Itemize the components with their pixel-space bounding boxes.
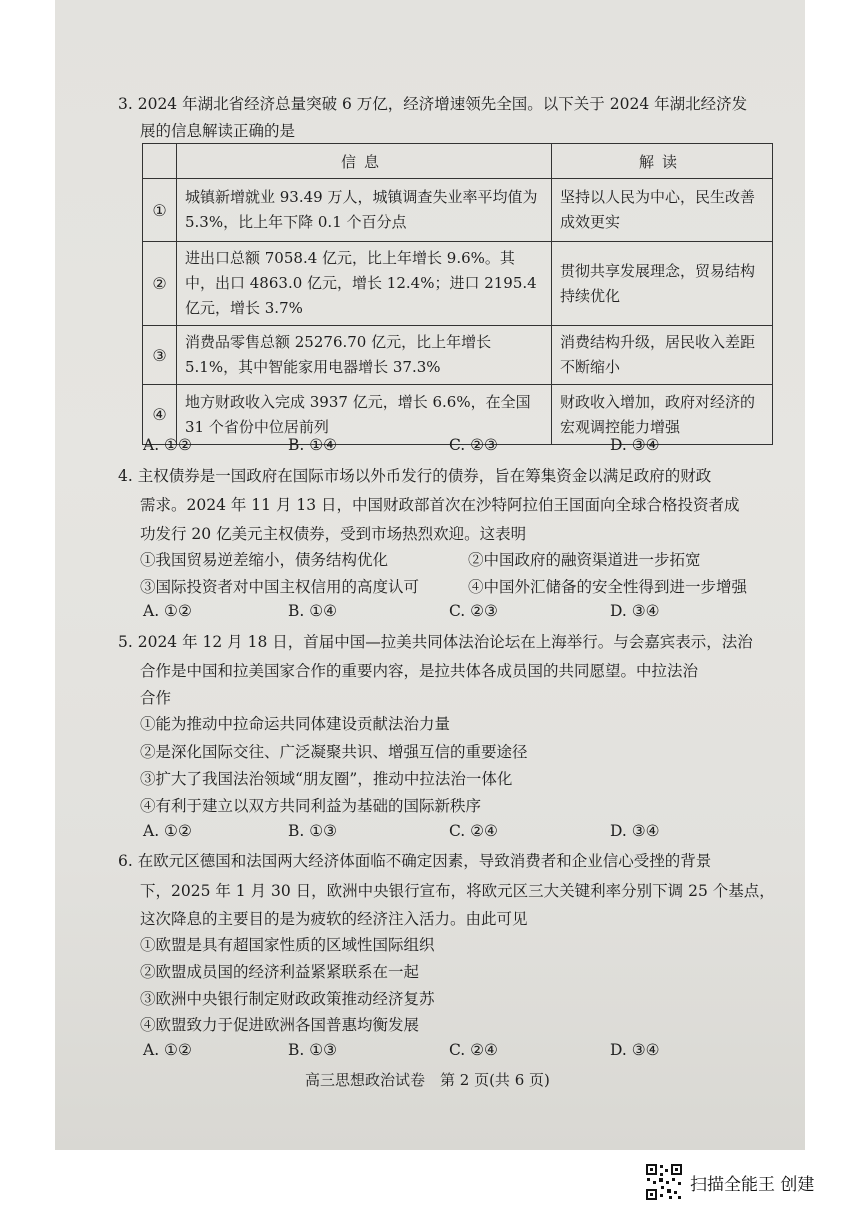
row-info: 地方财政收入完成 3937 亿元，增长 6.6%，在全国 31 个省份中位居前列 — [177, 385, 552, 445]
row-interpretation: 贯彻共享发展理念，贸易结构持续优化 — [552, 242, 773, 326]
row-interpretation: 坚持以人民为中心，民生改善成效更实 — [552, 179, 773, 242]
page-footer: 高三思想政治试卷 第 2 页(共 6 页) — [305, 1071, 550, 1089]
q4-option-b[interactable]: B. ①④ — [288, 602, 338, 620]
header-info: 信息 — [177, 144, 552, 179]
q4-stem-line1: 4. 主权债券是一国政府在国际市场以外币发行的债券，旨在筹集资金以满足政府的财政 — [118, 467, 712, 485]
q5-option-a[interactable]: A. ①② — [143, 822, 192, 840]
scanner-brand-label: 扫描全能王 创建 — [690, 1175, 815, 1195]
q3-option-c[interactable]: C. ②③ — [449, 436, 498, 454]
q6-stem-line1: 6. 在欧元区德国和法国两大经济体面临不确定因素，导致消费者和企业信心受挫的背景 — [118, 852, 712, 870]
header-interpretation: 解读 — [552, 144, 773, 179]
q6-choice-4: ④欧盟致力于促进欧洲各国普惠均衡发展 — [140, 1016, 420, 1034]
q5-stem-line1: 5. 2024 年 12 月 18 日，首届中国—拉美共同体法治论坛在上海举行。与会嘉宾表示，法治 — [118, 633, 753, 651]
q6-option-d[interactable]: D. ③④ — [610, 1041, 660, 1059]
q6-choice-3: ③欧洲中央银行制定财政政策推动经济复苏 — [140, 990, 435, 1008]
row-interpretation: 财政收入增加，政府对经济的宏观调控能力增强 — [552, 385, 773, 445]
q3-stem-line2: 展的信息解读正确的是 — [140, 122, 296, 140]
q5-stem-line3: 合作 — [140, 689, 172, 707]
qr-code-icon — [645, 1163, 683, 1201]
q3-stem-line1: 3. 2024 年湖北省经济总量突破 6 万亿，经济增速领先全国。以下关于 2024 年湖北经济发 — [118, 95, 748, 113]
q4-stem-line3: 功发行 20 亿美元主权债券，受到市场热烈欢迎。这表明 — [140, 525, 527, 543]
q4-stem-line2: 需求。2024 年 11 月 13 日，中国财政部首次在沙特阿拉伯王国面向全球合格投资者成 — [140, 496, 740, 514]
q5-option-d[interactable]: D. ③④ — [610, 822, 660, 840]
q5-choice-4: ④有利于建立以双方共同利益为基础的国际新秩序 — [140, 797, 482, 815]
table-header-row — [143, 144, 773, 179]
q6-choice-1: ①欧盟是具有超国家性质的区域性国际组织 — [140, 936, 435, 954]
table-row — [143, 179, 773, 242]
q5-option-b[interactable]: B. ①③ — [288, 822, 338, 840]
q4-option-d[interactable]: D. ③④ — [610, 602, 660, 620]
table-corner-cell — [143, 144, 177, 179]
q3-option-a[interactable]: A. ①② — [143, 436, 192, 454]
q4-choice-1: ①我国贸易逆差缩小，债务结构优化 — [140, 551, 389, 569]
row-info: 进出口总额 7058.4 亿元，比上年增长 9.6%。其中，出口 4863.0 亿元，增长 12.4%；进口 2195.4 亿元，增长 3.7% — [177, 242, 552, 326]
table-row — [143, 242, 773, 326]
q5-stem-line2: 合作是中国和拉美国家合作的重要内容，是拉共体各成员国的共同愿望。中拉法治 — [140, 662, 699, 680]
q3-option-d[interactable]: D. ③④ — [610, 436, 660, 454]
q5-choice-2: ②是深化国际交往、广泛凝聚共识、增强互信的重要途径 — [140, 743, 528, 761]
table-row — [143, 326, 773, 385]
q4-option-c[interactable]: C. ②③ — [449, 602, 498, 620]
q6-stem-line2: 下，2025 年 1 月 30 日，欧洲中央银行宣布，将欧元区三大关键利率分别下调 25 个基点， — [140, 882, 775, 900]
q5-option-c[interactable]: C. ②④ — [449, 822, 498, 840]
q6-choice-2: ②欧盟成员国的经济利益紧紧联系在一起 — [140, 963, 420, 981]
row-number: ④ — [143, 385, 177, 445]
row-info: 城镇新增就业 93.49 万人，城镇调查失业率平均值为 5.3%，比上年下降 0.1 个百分点 — [177, 179, 552, 242]
q4-option-a[interactable]: A. ①② — [143, 602, 192, 620]
q6-option-b[interactable]: B. ①③ — [288, 1041, 338, 1059]
row-interpretation: 消费结构升级，居民收入差距不断缩小 — [552, 326, 773, 385]
q4-choice-4: ④中国外汇储备的安全性得到进一步增强 — [468, 578, 748, 596]
q6-option-a[interactable]: A. ①② — [143, 1041, 192, 1059]
row-number: ③ — [143, 326, 177, 385]
q4-choice-3: ③国际投资者对中国主权信用的高度认可 — [140, 578, 420, 596]
row-number: ② — [143, 242, 177, 326]
q6-stem-line3: 这次降息的主要目的是为疲软的经济注入活力。由此可见 — [140, 910, 528, 928]
q4-choice-2: ②中国政府的融资渠道进一步拓宽 — [468, 551, 701, 569]
q5-choice-3: ③扩大了我国法治领域“朋友圈”，推动中拉法治一体化 — [140, 770, 513, 788]
q3-option-b[interactable]: B. ①④ — [288, 436, 338, 454]
row-number: ① — [143, 179, 177, 242]
q3-info-table — [142, 143, 773, 445]
q6-option-c[interactable]: C. ②④ — [449, 1041, 498, 1059]
row-info: 消费品零售总额 25276.70 亿元，比上年增长 5.1%，其中智能家用电器增长 37.3% — [177, 326, 552, 385]
q5-choice-1: ①能为推动中拉命运共同体建设贡献法治力量 — [140, 715, 451, 733]
